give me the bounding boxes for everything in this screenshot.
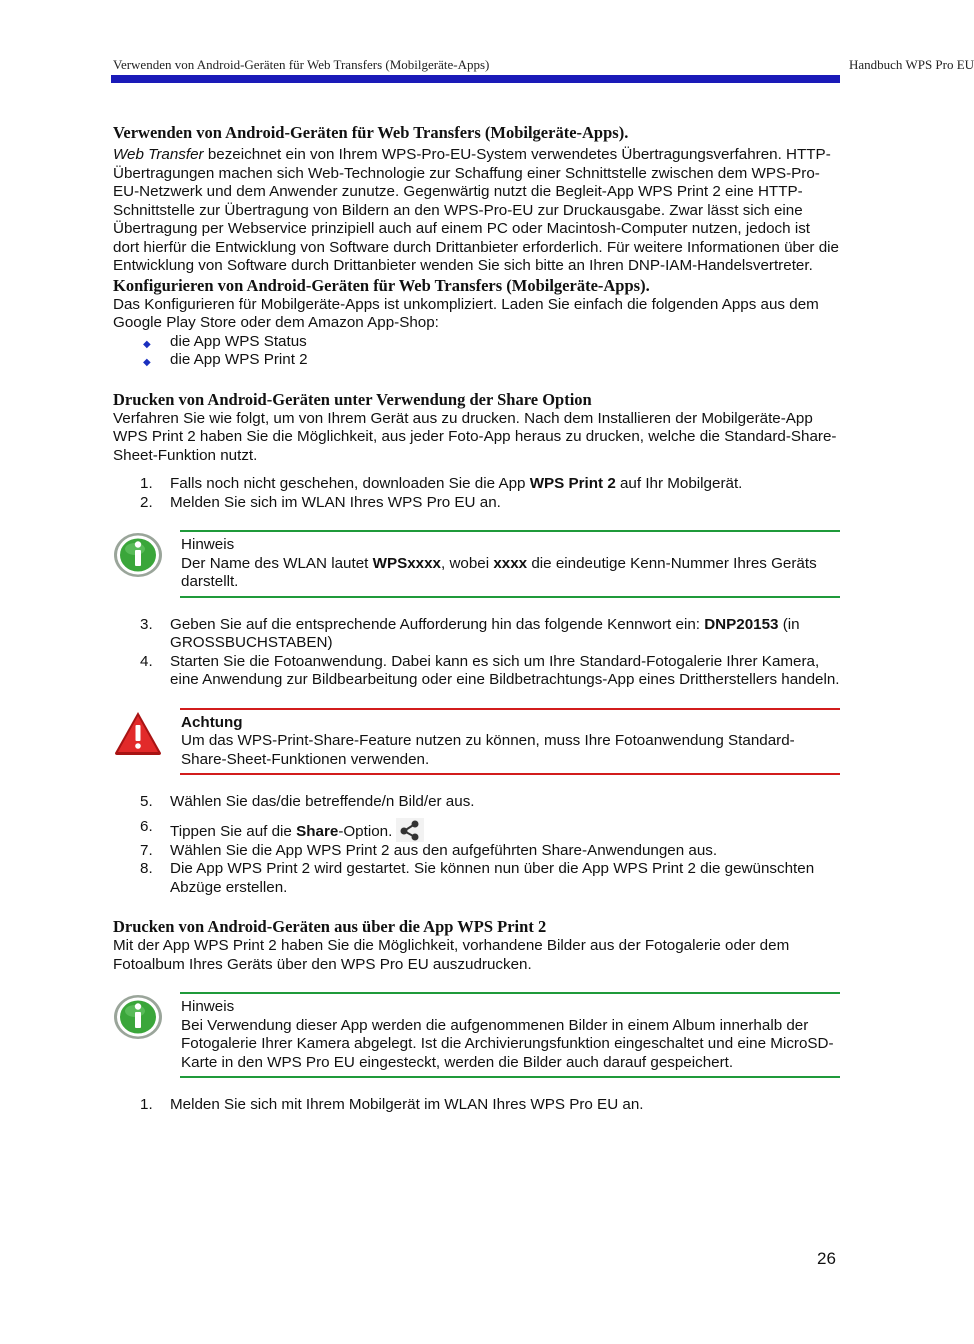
step-item [113,818,840,842]
note-title: Hinweis [181,998,235,1015]
step-number: 1. [140,1096,153,1113]
step-item [113,494,840,513]
step-text: Starten Sie die Fotoanwendung. Dabei kann es sich um Ihre Standard-Fotogalerie Ihrer Kamera, eine Anwendung zur Bildbearbeitung oder eine Bildbetrachtungs-App eines Drittherstellers handeln. [170,652,840,688]
step-number: 2. [140,493,153,511]
info-icon [113,532,163,578]
step-text: Geben Sie auf die entsprechende Aufforderung hin das folgende Kennwort ein: [170,615,705,633]
step-number: 1. [140,475,153,492]
note-text: die eindeutige Kenn-Nummer Ihres Geräts darstellt. [181,554,817,590]
share-option-paragraph: Verfahren Sie wie folgt, um von Ihrem Gerät aus zu drucken. Nach dem Installieren der Mobilgeräte-App WPS Print 2 haben Sie die Möglichkeit, aus jeder Foto-App heraus zu drucken, welche die Standard-Share-Sheet-Funktion nutzt. [113,409,837,464]
section-title-share-option: Drucken von Android-Geräten unter Verwendung der Share Option [113,389,592,409]
section-title-print-app: Drucken von Android-Geräten aus über die App WPS Print 2 [113,917,547,936]
share-icon [396,818,424,842]
step-number: 5. [140,793,153,810]
note-text: Der Name des WLAN lautet [181,554,373,572]
note-text: Bei Verwendung dieser App werden die aufgenommenen Bilder in einem Album innerhalb der Fotogalerie Ihrer Kamera abgelegt. Ist die Archivierungsfunktion eingeschaltet und eine MicroSD-Karte in den WPS Pro EU eingesteckt, werden die Bilder auch darauf gespeichert. [181,1016,834,1071]
note-wlan-name: WPSxxxx [372,554,441,572]
header-rule [111,75,840,83]
step-item [113,842,840,861]
section-intro-paragraph [113,146,840,276]
list-item-text: die App WPS Print 2 [170,351,308,368]
steps-list-b [113,616,840,690]
note-box [180,530,840,598]
step-text: Melden Sie sich im WLAN Ihres WPS Pro EU an. [170,493,501,511]
intro-text: bezeichnet ein von Ihrem WPS-Pro-EU-System verwendetes Übertragungsverfahren. HTTP-Übertragungen machen sich Web-Technologie zur Schaffung einer Schnittstelle zwischen dem WPS-Pro-EU-Netzwerk und dem Anwender zunutze. Gegenwärtig nutzt die Begleit-App WPS Print 2 eine HTTP-Schnittstelle zur Übertragung von Bildern an den WPS-Pro-EU zur Druckausgabe. Zwar lässt sich eine Übertragung per Webservice prinzipiell auch auf einem PC oder Macintosh-Computer nutzen, jedoch ist dort hierfür die Entwicklung von Software durch Drittanbieter erforderlich. Für weitere Informationen über die Entwicklung von Software durch Drittanbieter wenden Sie sich bitte an Ihren DNP-IAM-Handelsvertreter. [113,146,839,274]
running-header [113,57,974,75]
note-callout-archive [113,992,840,1078]
step-item [113,793,840,812]
section-title-configure: Konfigurieren von Android-Geräten für Web Transfers (Mobilgeräte-Apps). [113,275,650,295]
app-list [113,333,840,370]
section-title-web-transfers: Verwenden von Android-Geräten für Web Transfers (Mobilgeräte-Apps). [113,123,629,142]
page-number: 26 [817,1249,836,1268]
step-text: Wählen Sie das/die betreffende/n Bild/er aus. [170,793,475,810]
header-manual-title: Handbuch WPS Pro EU [849,57,974,72]
step-text: Die App WPS Print 2 wird gestartet. Sie können nun über die App WPS Print 2 die gewünschten Abzüge erstellen. [170,860,815,896]
step-text: Melden Sie sich mit Ihrem Mobilgerät im WLAN Ihres WPS Pro EU an. [170,1096,644,1113]
list-item [143,333,840,352]
steps-list-d [113,1096,840,1115]
step-number: 4. [140,652,153,670]
warning-callout-share-sheet [113,708,840,776]
note-title: Hinweis [181,536,235,553]
note-callout-wlan [113,530,840,598]
page-content [113,118,840,1115]
step-text: Wählen Sie die App WPS Print 2 aus den aufgeführten Share-Anwendungen aus. [170,841,718,859]
bullet-diamond-icon: ◆ [143,357,151,368]
step-item [113,860,840,897]
step-text: Tippen Sie auf die [170,822,297,840]
step-number: 3. [140,615,153,633]
print-app-paragraph: Mit der App WPS Print 2 haben Sie die Möglichkeit, vorhandene Bilder aus der Fotogalerie oder dem Fotoalbum Ihres Geräts über den WPS Pro EU auszudrucken. [113,937,790,973]
step-text: (in GROSSBUCHSTABEN) [170,615,800,651]
bullet-diamond-icon: ◆ [143,338,151,350]
info-icon [113,994,163,1040]
step-item [113,616,840,653]
list-item-text: die App WPS Status [170,332,307,350]
step-item [113,475,840,494]
configure-paragraph: Das Konfigurieren für Mobilgeräte-Apps ist unkompliziert. Laden Sie einfach die folgenden Apps aus dem Google Play Store oder dem Amazon App-Shop: [113,295,819,331]
step-text: -Option. [338,822,393,840]
step-number: 6. [140,817,153,835]
note-box [180,992,840,1078]
step-item [113,653,840,690]
steps-list-c [113,793,840,897]
term-web-transfer: Web Transfer [113,146,204,163]
warning-title: Achtung [181,713,243,731]
step-number: 8. [140,860,153,877]
steps-list-a [113,475,840,512]
step-number: 7. [140,841,153,859]
step-text: Falls noch nicht geschehen, downloaden Sie die App [170,475,530,492]
step-app-name: WPS Print 2 [529,475,616,492]
note-text: , wobei [441,554,494,572]
step-password: DNP20153 [704,615,779,633]
step-text: auf Ihr Mobilgerät. [615,475,743,492]
note-id-placeholder: xxxx [493,554,528,572]
list-item [143,351,840,370]
step-item [113,1096,840,1115]
step-share-option: Share [296,822,339,840]
warning-triangle-icon [113,710,163,756]
warning-box [180,708,840,776]
warning-text: Um das WPS-Print-Share-Feature nutzen zu können, muss Ihre Fotoanwendung Standard-Share-Sheet-Funktionen verwenden. [181,732,795,768]
header-chapter-title: Verwenden von Android-Geräten für Web Transfers (Mobilgeräte-Apps) [113,57,490,72]
